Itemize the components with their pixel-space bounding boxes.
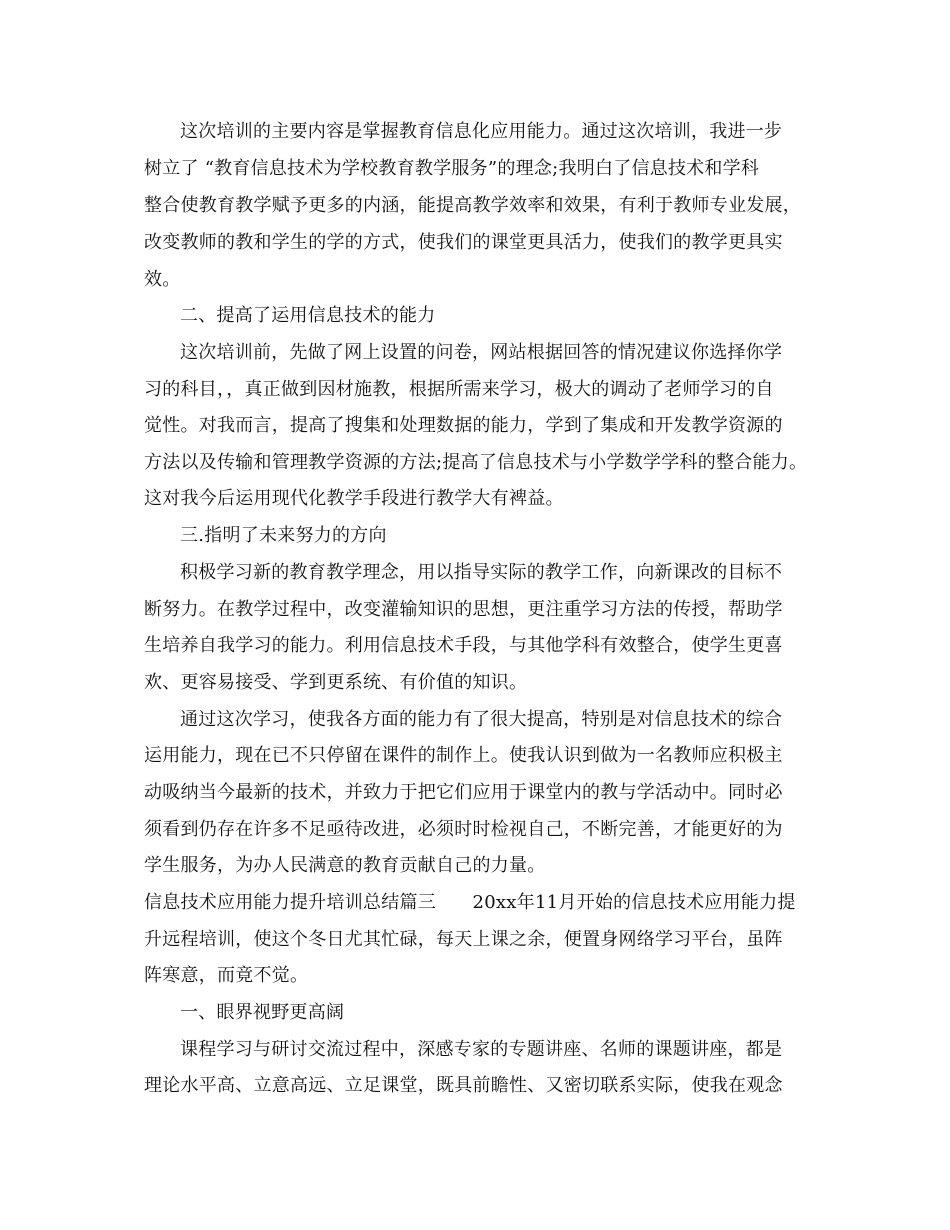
text-line: 这次培训的主要内容是掌握教育信息化应用能力。通过这次培训，我进一步 (180, 121, 783, 142)
text-line: 理论水平高、立意高远、立足课堂，既具前瞻性、又密切联系实际，使我在观念 (144, 1075, 783, 1096)
text-line: 须看到仍存在许多不足亟待改进，必须时时检视自己，不断完善，才能更好的为 (144, 819, 783, 840)
text-line: 阵寒意，而竟不觉。 (144, 965, 309, 986)
text-line: 生培养自我学习的能力。利用信息技术手段，与其他学科有效整合，使学生更喜 (144, 635, 783, 656)
text-line: 改变教师的教和学生的学的方式，使我们的课堂更具活力，使我们的教学更具实 (144, 232, 783, 253)
text-line: 动吸纳当今最新的技术，并致力于把它们应用于课堂内的教与学活动中。同时必 (144, 782, 783, 803)
section-heading: 三.指明了未来努力的方向 (180, 525, 387, 546)
text-line: 这对我今后运用现代化教学手段进行教学大有裨益。 (144, 488, 564, 509)
text-line: 积极学习新的教育教学理念，用以指导实际的教学工作，向新课改的目标不 (180, 562, 783, 583)
section-heading: 一、眼界视野更高阔 (180, 1002, 345, 1023)
text-line: 升远程培训，使这个冬日尤其忙碌，每天上课之余，便置身网络学习平台，虽阵 (144, 929, 783, 950)
text-line: 断努力。在教学过程中，改变灌输知识的思想，更注重学习方法的传授，帮助学 (144, 599, 783, 620)
text-line: 效。 (144, 269, 181, 290)
text-line: 通过这次学习，使我各方面的能力有了很大提高，特别是对信息技术的综合 (180, 709, 783, 730)
text-line: 觉性。对我而言，提高了搜集和处理数据的能力，学到了集成和开发教学资源的 (144, 415, 783, 436)
text-line: 整合使教育教学赋予更多的内涵，能提高教学效率和效果，有利于教师专业发展， (144, 195, 801, 216)
text-line: 学生服务，为办人民满意的教育贡献自己的力量。 (144, 855, 546, 876)
text-line: 习的科目，，真正做到因材施教，根据所需来学习，极大的调动了老师学习的自 (144, 379, 774, 400)
text-line: 欢、更容易接受、学到更系统、有价值的知识。 (144, 672, 528, 693)
text-line: 这次培训前，先做了网上设置的问卷，网站根据回答的情况建议你选择你学 (180, 342, 783, 363)
text-line: 树立了 “教育信息技术为学校教育教学服务”的理念;我明白了信息技术和学科 (144, 158, 760, 179)
text-line: 运用能力，现在已不只停留在课件的制作上。使我认识到做为一名教师应积极主 (144, 745, 783, 766)
text-line: 课程学习与研讨交流过程中，深感专家的专题讲座、名师的课题讲座，都是 (180, 1039, 783, 1060)
article-title-line: 信息技术应用能力提升培训总结篇三 20xx年11月开始的信息技术应用能力提 (144, 892, 796, 913)
section-heading: 二、提高了运用信息技术的能力 (180, 305, 436, 326)
text-line: 方法以及传输和管理教学资源的方法;提高了信息技术与小学数学学科的整合能力。 (144, 452, 808, 473)
